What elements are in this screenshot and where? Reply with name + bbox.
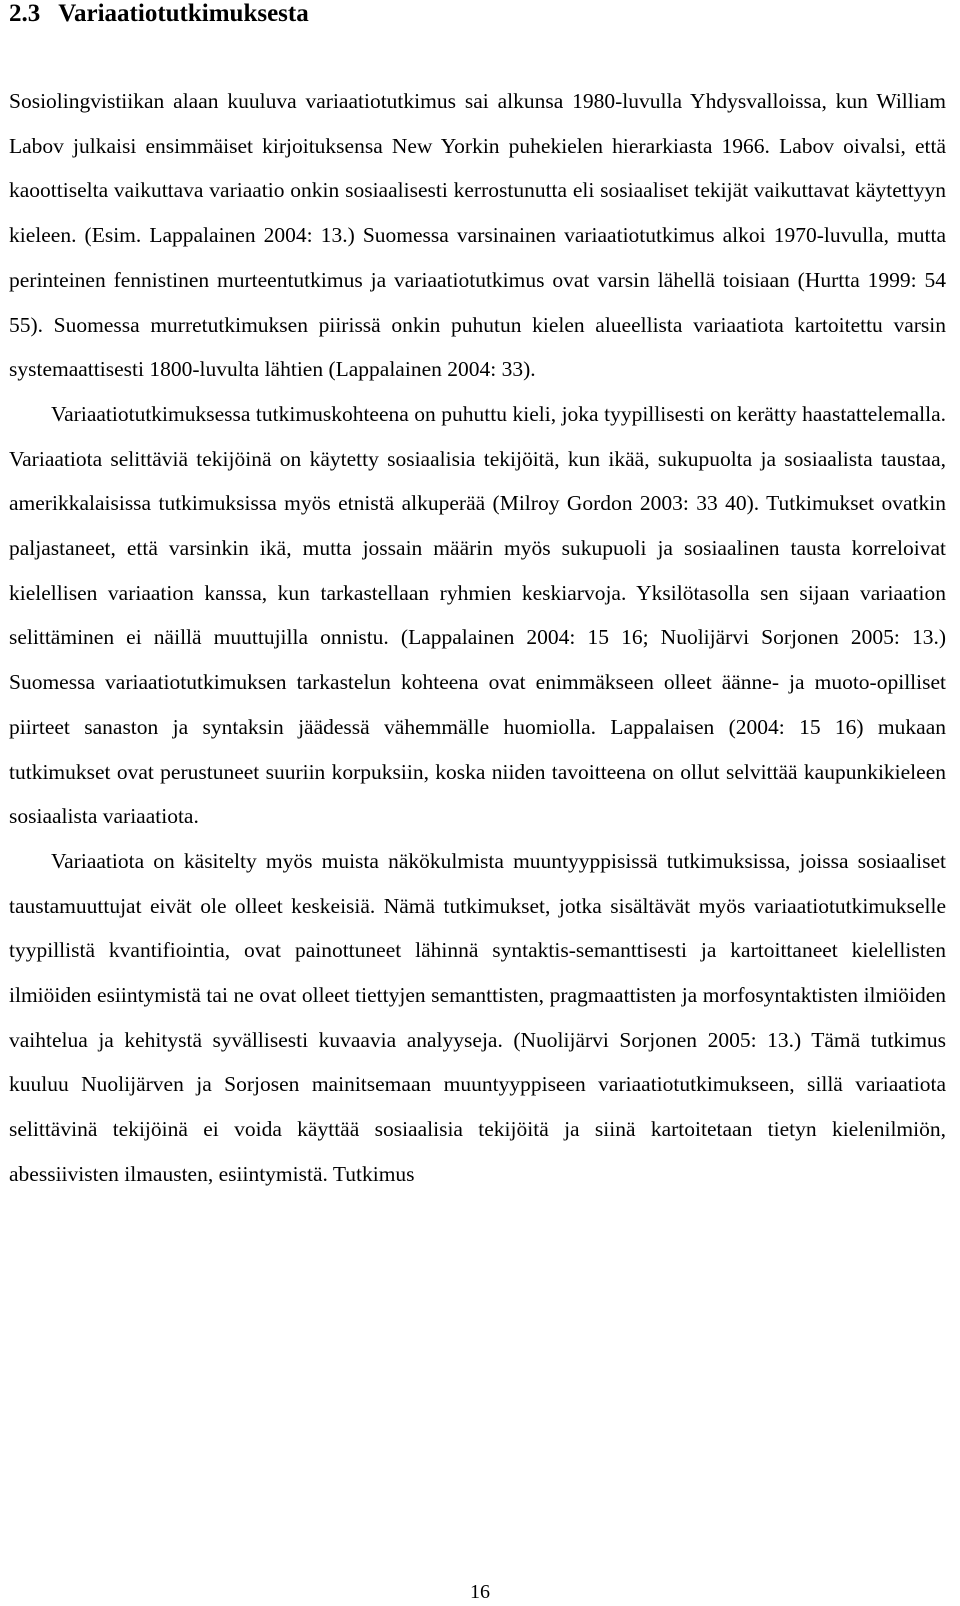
page-number: 16 — [470, 1581, 490, 1603]
body-text — [9, 79, 946, 1197]
section-number: 2.3 — [9, 0, 41, 27]
paragraph-3: Variaatiota on käsitelty myös muista näkökulmista muuntyyppisissä tutkimuksissa, joissa sosiaaliset taustamuuttujat eivät ole olleet keskeisiä. Nämä tutkimukset, jotka sisältävät myös variaatiotutkimukselle tyypillistä kvantifiointia, ovat painottuneet lähinnä syntaktis-semanttisesti ja kartoittaneet kielellisten ilmiöiden esiintymistä tai ne ovat olleet tiettyjen semanttisten, pragmaattisten ja morfosyntaktisten ilmiöiden vaihtelua ja kehitystä syvällisesti kuvaavia analyyseja. (Nuolijärvi Sorjonen 2005: 13.) Tämä tutkimus kuuluu Nuolijärven ja Sorjosen mainitsemaan muuntyyppiseen variaatiotutkimukseen, sillä variaatiota selittävinä tekijöinä ei voida käyttää sosiaalisia tekijöitä ja siinä kartoitetaan tietyn kielenilmiön, abessiivisten ilmausten, esiintymistä. Tutkimus — [9, 848, 946, 1186]
section-heading — [9, 0, 946, 28]
paragraph-1: Sosiolingvistiikan alaan kuuluva variaatiotutkimus sai alkunsa 1980-luvulla Yhdysvalloissa, kun William Labov julkaisi ensimmäiset kirjoituksensa New Yorkin puhekielen hierarkiasta 1966. Labov oivalsi, että kaoottiselta vaikuttava variaatio onkin sosiaalisesti kerrostunutta eli sosiaaliset tekijät vaikuttavat käytettyyn kieleen. (Esim. Lappalainen 2004: 13.) Suomessa varsinainen variaatiotutkimus alkoi 1970-luvulla, mutta perinteinen fennistinen murteentutkimus ja variaatiotutkimus ovat varsin lähellä toisiaan (Hurtta 1999: 54 55). Suomessa murretutkimuksen piirissä onkin puhutun kielen alueellista variaatiota kartoitettu varsin systemaattisesti 1800-luvulta lähtien (Lappalainen 2004: 33). — [9, 89, 946, 382]
document-page — [9, 0, 946, 1186]
paragraph-2: Variaatiotutkimuksessa tutkimuskohteena on puhuttu kieli, joka tyypillisesti on kerätty haastattelemalla. Variaatiota selittäviä tekijöinä on käytetty sosiaalisia tekijöitä, kun ikää, sukupuolta ja sosiaalista taustaa, amerikkalaisissa tutkimuksissa myös etnistä alkuperää (Milroy Gordon 2003: 33 40). Tutkimukset ovatkin paljastaneet, että varsinkin ikä, mutta jossain määrin myös sukupuoli ja sosiaalinen tausta korreloivat kielellisen variaation kanssa, kun tarkastellaan ryhmien keskiarvoja. Yksilötasolla sen sijaan variaation selittäminen ei näillä muuttujilla onnistu. (Lappalainen 2004: 15 16; Nuolijärvi Sorjonen 2005: 13.) Suomessa variaatiotutkimuksen tarkastelun kohteena ovat enimmäkseen olleet äänne- ja muoto-opilliset piirteet sanaston ja syntaksin jäädessä vähemmälle huomiolla. Lappalaisen (2004: 15 16) mukaan tutkimukset ovat perustuneet suuriin korpuksiin, koska niiden tavoitteena on ollut selvittää kaupunkikieleen sosiaalista variaatiota. — [9, 401, 946, 829]
section-title: Variaatiotutkimuksesta — [58, 0, 309, 27]
